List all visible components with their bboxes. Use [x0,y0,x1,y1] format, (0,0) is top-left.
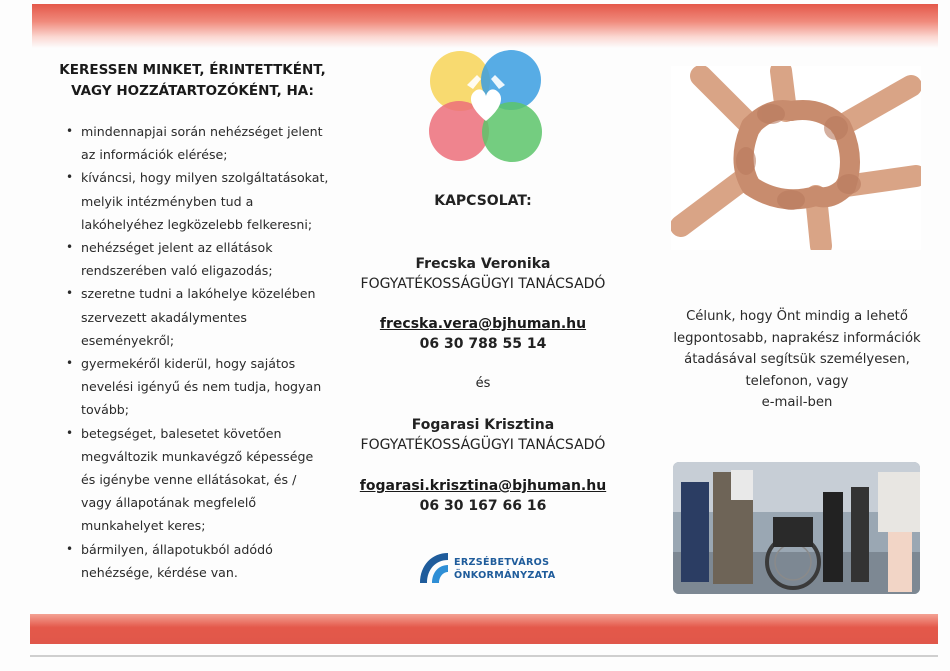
and-separator: és [475,376,491,391]
contact-1-phone: 06 30 788 55 14 [419,336,547,352]
contact-1-role: FOGYATÉKOSSÁGÜGYI TANÁCSADÓ [360,276,606,292]
list-item: • bármilyen, állapotukból adódó nehézsége, kérdése van. [66,541,273,580]
contact-heading: KAPCSOLAT: [434,193,532,209]
mission-text: Célunk, hogy Önt mindig a lehető legpontosabb, naprakész információk átadásával segítsük személyesen, telefonon, vagy e-mail-ben [673,309,921,410]
list-item: • gyermekéről kiderül, hogy sajátos nevelési igényű és nem tudja, hogyan tovább; [66,356,322,418]
wheelchair-street-photo [673,462,920,594]
list-item: • nehézséget jelent az ellátások rendszerében való eligazodás; [66,240,273,279]
contact-2-name: Fogarasi Krisztina [411,417,555,433]
contact-2-role: FOGYATÉKOSSÁGÜGYI TANÁCSADÓ [360,437,606,453]
contact-2-email-link[interactable]: fogarasi.krisztina@bjhuman.hu [359,478,607,494]
contact-1-email-link[interactable]: frecska.vera@bjhuman.hu [379,316,587,332]
bottom-red-band [30,614,938,644]
list-item: • kíváncsi, hogy milyen szolgáltatásokat, melyik intézményben tud a lakóhelyéhez legközelebb felkeresni; [66,170,329,232]
hands-circle-photo [671,66,921,250]
left-column [55,60,330,584]
municipality-name: ERZSÉBETVÁROS ÖNKORMÁNYZATA [454,557,556,581]
contact-1-name: Frecska Veronika [415,256,551,272]
list-item: • mindennapjai során nehézséget jelent az információk elérése; [66,124,323,163]
list-item: • szeretne tudni a lakóhelye közelében szervezett akadálymentes eseményekről; [66,286,316,348]
circles-hands-logo [427,49,545,163]
wheelchair-street-image [673,462,920,594]
contact-2-phone: 06 30 167 66 16 [419,498,547,514]
left-heading: KERESSEN MINKET, ÉRINTETTKÉNT, VAGY HOZZÁTARTOZÓKÉNT, HA: [59,62,326,99]
top-red-band [32,4,938,48]
criteria-list [55,120,330,584]
bottom-divider [30,655,938,657]
list-item: • betegséget, balesetet követően megváltozik munkavégző képessége és igénybe venne ellátásokat, és / vagy állapotának megfelelő munkahelyet keres; [66,425,314,534]
